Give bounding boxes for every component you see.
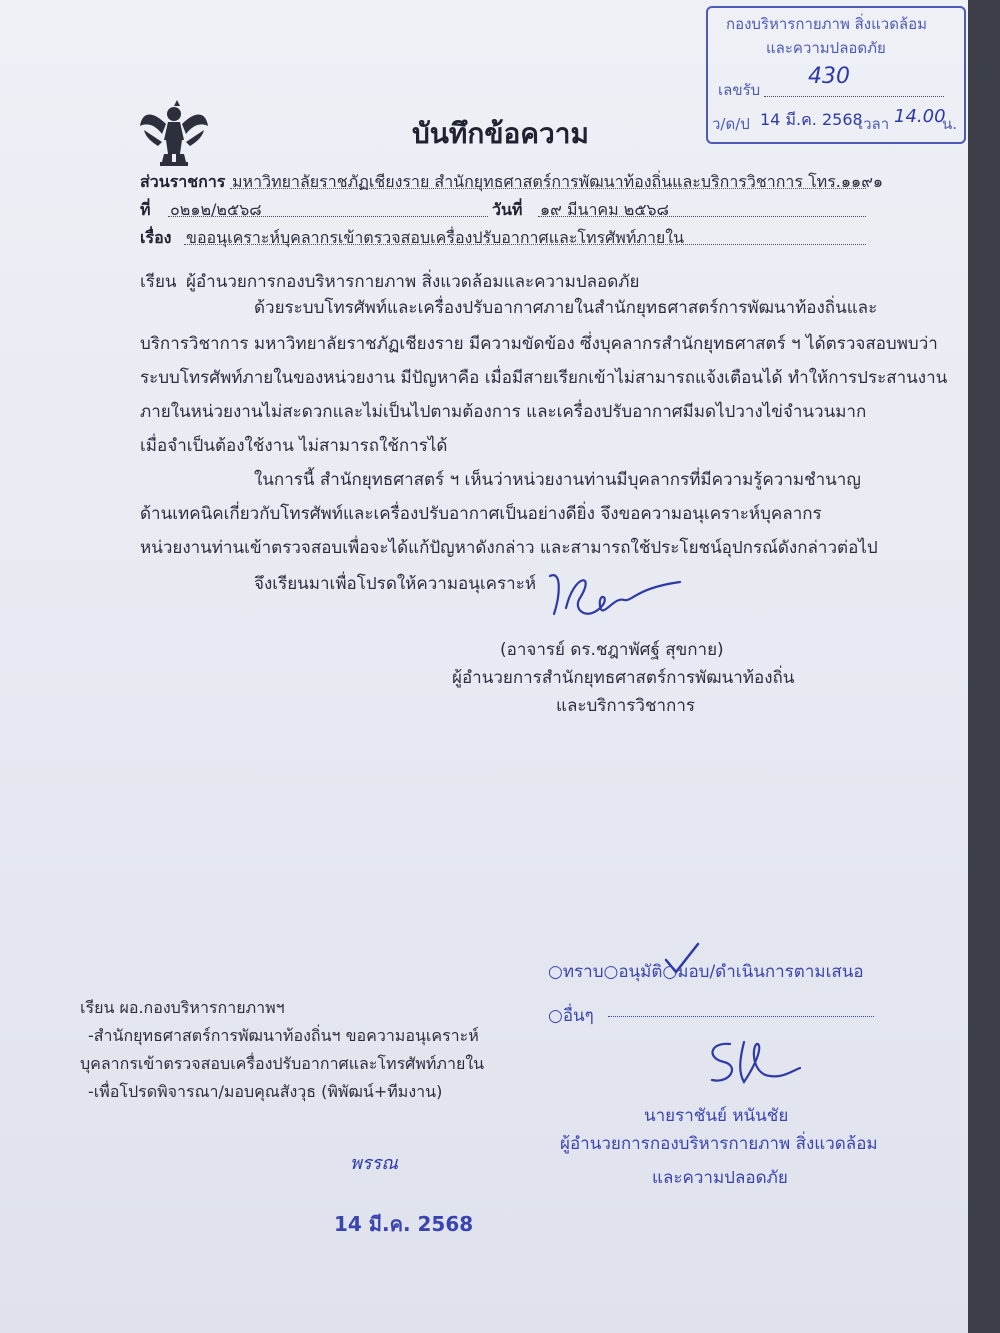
closing-line: จึงเรียนมาเพื่อโปรดให้ความอนุเคราะห์ xyxy=(254,574,537,594)
to-label: เรียน xyxy=(140,272,177,292)
stamp-line2: และความปลอดภัย xyxy=(766,39,886,57)
p1-line4: ภายในหน่วยงานไม่สะดวกและไม่เป็นไปตามต้องการ และเครื่องปรับอากาศมีมดไปวางไข่จำนวนมาก xyxy=(140,402,867,422)
p1-line1: ด้วยระบบโทรศัพท์และเครื่องปรับอากาศภายในสำนักยุทธศาสตร์การพัฒนาท้องถิ่นและ xyxy=(254,298,878,318)
note-line1: เรียน ผอ.กองบริหารกายภาพฯ xyxy=(80,998,285,1017)
stamp-receive-label: เลขรับ xyxy=(718,81,761,99)
p1-line5: เมื่อจำเป็นต้องใช้งาน ไม่สามารถใช้การได้ xyxy=(140,436,448,456)
decision-options: ○ทราบ○อนุมัติ○มอบ/ดำเนินการตามเสนอ xyxy=(548,962,864,982)
stamp-time-suffix: น. xyxy=(942,115,958,133)
note-line3: บุคลากรเข้าตรวจสอบเครื่องปรับอากาศและโทรศัพท์ภายใน xyxy=(80,1054,485,1073)
note-line2: -สำนักยุทธศาสตร์การพัฒนาท้องถิ่นฯ ขอความอนุเคราะห์ xyxy=(88,1026,479,1045)
garuda-emblem-icon xyxy=(138,100,210,170)
stamp-time: 14.00 xyxy=(894,106,946,127)
office-value: มหาวิทยาลัยราชภัฏเชียงราย สำนักยุทธศาสตร์การพัฒนาท้องถิ่นและบริการวิชาการ โทร.๑๑๙๑ xyxy=(232,172,884,191)
subject-value: ขออนุเคราะห์บุคลากรเข้าตรวจสอบเครื่องปรับอากาศและโทรศัพท์ภายใน xyxy=(186,228,685,247)
signer1-position2: และบริการวิชาการ xyxy=(556,696,695,716)
note-initials: พรรณ xyxy=(350,1153,398,1174)
check-mark-icon xyxy=(662,940,702,976)
signer1-name: (อาจารย์ ดร.ชฎาพัศฐ์ สุขกาย) xyxy=(500,640,724,660)
stamp-receive-number: 430 xyxy=(808,64,850,89)
stamp-time-label: เวลา xyxy=(858,115,890,133)
p1-line3: ระบบโทรศัพท์ภายในของหน่วยงาน มีปัญหาคือ เมื่อมีสายเรียกเข้าไม่สามารถแจ้งเตือนได้ ทำให้การประสานงาน xyxy=(140,368,948,388)
signer2-position1: ผู้อำนวยการกองบริหารกายภาพ สิ่งแวดล้อม xyxy=(560,1134,878,1154)
subject-label: เรื่อง xyxy=(140,228,172,247)
decision-other: ○อื่นๆ xyxy=(548,1006,594,1026)
p1-line2: บริการวิชาการ มหาวิทยาลัยราชภัฏเชียงราย มีความขัดข้อง ซึ่งบุคลากรสำนักยุทธศาสตร์ ฯ ได้ตรวจสอบพบว่า xyxy=(140,334,938,354)
note-line4: -เพื่อโปรดพิจารณา/มอบคุณสังวุธ (พิพัฒน์+ทีมงาน) xyxy=(88,1082,443,1101)
office-label: ส่วนราชการ xyxy=(140,172,226,191)
signer2-position2: และความปลอดภัย xyxy=(652,1168,788,1188)
memo-date: ๑๙ มีนาคม ๒๕๖๘ xyxy=(540,200,669,219)
note-date-stamp: 14 มี.ค. 2568 xyxy=(334,1212,474,1236)
stamp-date: 14 มี.ค. 2568 xyxy=(760,110,863,129)
p2-line3: หน่วยงานท่านเข้าตรวจสอบเพื่อจะได้แก้ปัญหาดังกล่าว และสามารถใช้ประโยชน์อุปกรณ์ดังกล่าวต่อไป xyxy=(140,538,878,558)
signer2-name: นายราชันย์ หนันชัย xyxy=(644,1106,789,1126)
signature-drawing-1 xyxy=(540,566,700,636)
ref-label: ที่ xyxy=(140,200,151,219)
memo-title: บันทึกข้อความ xyxy=(412,117,589,150)
receive-stamp xyxy=(706,6,966,144)
stamp-line1: กองบริหารกายภาพ สิ่งแวดล้อม xyxy=(726,15,928,33)
to-value: ผู้อำนวยการกองบริหารกายภาพ สิ่งแวดล้อมและความปลอดภัย xyxy=(186,272,640,292)
ref-number: ๐๒๑๒/๒๕๖๘ xyxy=(170,200,262,219)
signature-drawing-2 xyxy=(700,1034,810,1094)
p2-line1: ในการนี้ สำนักยุทธศาสตร์ ฯ เห็นว่าหน่วยงานท่านมีบุคลากรที่มีความรู้ความชำนาญ xyxy=(254,470,861,490)
date-label: วันที่ xyxy=(492,200,523,219)
stamp-date-label: ว/ด/ป xyxy=(712,115,750,133)
p2-line2: ด้านเทคนิคเกี่ยวกับโทรศัพท์และเครื่องปรับอากาศเป็นอย่างดียิ่ง จึงขอความอนุเคราะห์บุคลากร xyxy=(140,504,822,524)
signer1-position1: ผู้อำนวยการสำนักยุทธศาสตร์การพัฒนาท้องถิ่น xyxy=(452,668,795,688)
